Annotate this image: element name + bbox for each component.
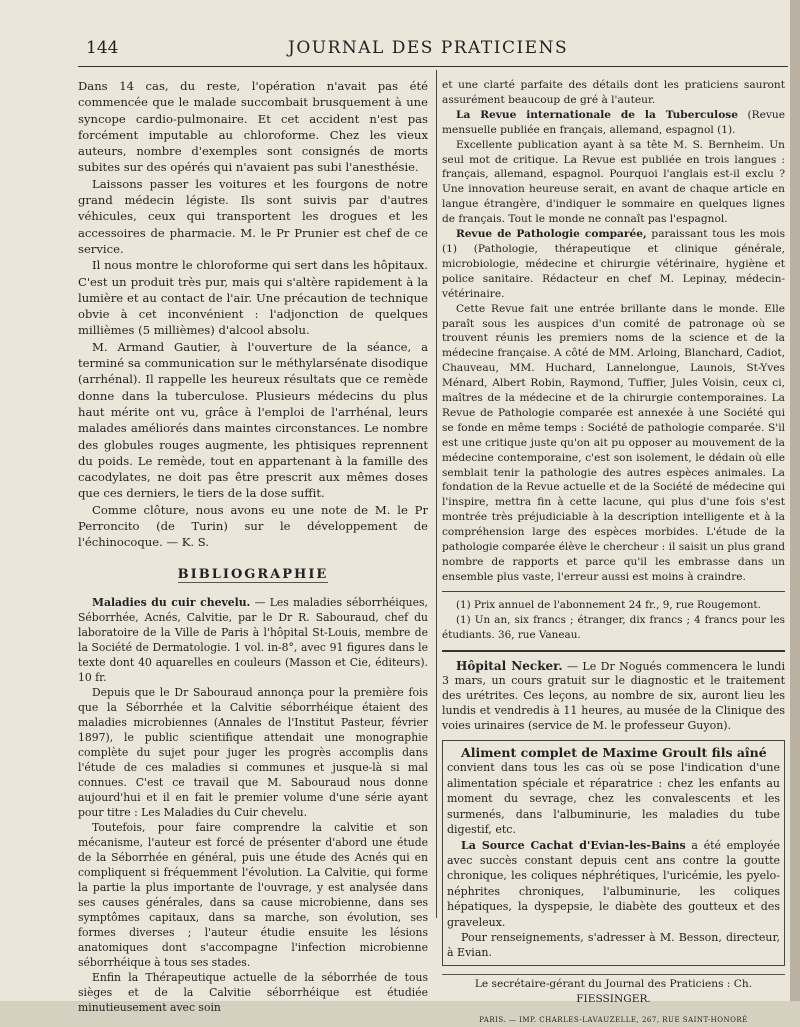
header-rule [78,66,788,67]
printer-imprint: PARIS. — IMP. CHARLES-LAVAUZELLE, 267, RUE SAINT-HONORÉ [479,1015,748,1024]
entry-title: Maladies du cuir chevelu. [92,595,251,609]
source-notice [447,838,780,930]
paragraph: M. Armand Gautier, à l'ouverture de la séance, a terminé sa communication sur le méthylarsénate disodique (arrhénal). Il rappelle les heureux résultats que ce remède donne dans la tuberculose. Plusieurs médecins du plus haut mérite ont vu, grâce à l'emploi de l'arrhénal, leurs malades améliorés dans maintes circonstances. Le nombre des globules rouges augmente, les phtisiques reprennent du poids. Le remède, tout en appartenant à la famille des cacodylates, ne doit pas être prescrit aux mêmes doses que ces derniers, le tiers de la dose suffit. [78,339,428,501]
footnote-rule [442,591,785,592]
ad-body: convient dans tous les cas où se pose l'indication d'une alimentation spéciale et réparatrice : chez les enfants au moment du sevrage, chez les convalescents et les surmenés, dans l'albuminurie, les maladies du tube digestif, etc. [447,761,780,837]
footnote: (1) Un an, six francs ; étranger, dix francs ; 4 francs pour les étudiants. 36, rue Vaneau. [442,613,785,641]
source-text: a été employée avec succès constant depuis cent ans contre la goutte chronique, les coliques néphrétiques, l'uricémie, les pyelo-néphrites chroniques, l'albuminurie, les coliques hépatiques, la dyspepsie, le diabète des goutteux et des graveleux. [447,838,780,929]
contact-line: Pour renseignements, s'adresser à M. Besson, directeur, à Evian. [447,930,780,960]
page-header [78,38,778,62]
page-number: 144 [86,38,119,58]
secretary-line: Le secrétaire-gérant du Journal des Praticiens : Ch. FIESSINGER. [442,974,785,1007]
ad-title: Aliment complet de Maxime Groult fils aîné [461,745,767,761]
entry-text: (Revue mensuelle publiée en français, allemand, espagnol (1). [442,108,785,136]
left-column [78,78,428,1015]
advertisement-box [442,740,785,966]
paragraph: Il nous montre le chloroforme qui sert dans les hôpitaux. C'est un produit très pur, mais qui s'altère rapidement à la lumière et au contact de l'air. Une précaution de technique obvie à cet inconvénient : l'adjonction de quelques millièmes (5 millièmes) d'alcool absolu. [78,258,428,338]
source-title: La Source Cachat d'Evian-les-Bains [461,838,686,852]
paragraph: et une clarté parfaite des détails dont les praticiens sauront assurément beaucoup de gré à l'auteur. [442,79,785,106]
paragraph: Cette Revue fait une entrée brillante dans le monde. Elle paraît sous les auspices d'un comité de patronage où se trouvent réunis les premiers noms de la science et de la médecine française. A côté de MM. Arloing, Blanchard, Cadiot, Chauveau, MM. Huchard, Lannelongue, Launois, St-Yves Ménard, Albert Robin, Raymond, Tuffier, Jules Voisin, ceux ci, maîtres de la médecine et de la chirurgie contemporaines. La Revue de Pathologie comparée est annexée à une Société qui se fonde en même temps : Société de pathologie comparée. S'il est une critique juste qu'on ait pu opposer au mouvement de la médecine contemporaine, c'est son isolement, le dédain où elle semblait tenir la pathologie des autres espèces animales. La fondation de la Revue actuelle et de la Société de médecine qui l'inspire, mettra fin à cette lacune, qui plus d'une fois s'est montrée très préjudiciable à la description intelligente et à la compréhension large des espèces morbides. L'étude de la pathologie comparée élève le chercheur : il saisit un plus grand nombre de rapports et parce qu'il les embrasse dans un ensemble plus vaste, l'erreur aussi est moins à craindre. [442,302,785,583]
revue-pathologie-entry [442,227,785,302]
bibliography-entry [78,595,428,685]
revue-tuberculose-entry [442,108,785,138]
hopital-title: Hôpital Necker. [456,658,563,673]
bibliographie-heading: BIBLIOGRAPHIE [177,566,329,582]
entry-text: paraissant tous les mois (1) (Pathologie, thérapeutique et clinique générale, microbiologie, médecine et chirurgie vétérinaire, hygiène et police sanitaire. Rédacteur en chef M. Lepinay, médecin-vétérinaire. [442,228,786,300]
paragraph: Comme clôture, nous avons eu une note de M. le Pr Perroncito (de Turin) sur le développement de l'échinocoque. — K. S. [78,502,428,550]
paragraph: Laissons passer les voitures et les fourgons de notre grand médecin légiste. Ils sont suivis par d'autres véhicules, ceux qui transportent les drogues et les accessoires de pharmacie. M. le Pr Prunier est chef de ce service. [78,176,428,256]
paragraph: Excellente publication ayant à sa tête M. S. Bernheim. Un seul mot de critique. La Revue est publiée en trois langues : français, allemand, espagnol. Pourquoi l'anglais est-il exclu ? Une innovation heureuse serait, en avant de chaque article en langue étrangère, d'indiquer le sommaire en quelques lignes de français. Tout le monde ne connaît pas l'espagnol. [442,138,785,226]
paragraph: Enfin la Thérapeutique actuelle de la séborrhée de tous sièges et de la Calvitie séborrhéique est étudiée minutieusement avec soin [78,970,428,1014]
section-rule [442,650,785,652]
entry-title: La Revue internationale de la Tuberculose [456,108,738,121]
hopital-text: — Le Dr Nogués commencera le lundi 3 mars, un cours gratuit sur le diagnostic et le traitement des urétrites. Ces leçons, au nombre de six, auront lieu les lundis et vendredis à 11 heures, au musée de la Clinique des voies urinaires (service de M. le professeur Guyon). [442,659,785,733]
footnote: (1) Prix annuel de l'abonnement 24 fr., 9, rue Rougemont. [456,598,761,611]
page-edge [790,0,800,1001]
paragraph: Depuis que le Dr Sabouraud annonça pour la première fois que la Séborrhée et la Calvitie séborrhéique étaient des maladies microbiennes (Annales de l'Institut Pasteur, février 1897), le public scientifique attendait une monographie complète du sujet pour juger les progrès accomplis dans l'étude de ces maladies si communes et jusque-là si mal connues. C'est ce travail que M. Sabouraud nous donne aujourd'hui et il en fait le premier volume d'une série ayant pour titre : Les Maladies du Cuir chevelu. [78,685,428,819]
column-divider [436,70,437,918]
paragraph: Dans 14 cas, du reste, l'opération n'avait pas été commencée que le malade succombait brusquement à une syncope cardio-pulmonaire. Et cet accident n'est pas forcément imputable au chloroforme. Chez les vieux auteurs, nombre d'exemples sont consignés de morts subites sur des opérés qui n'avaient pas subi l'anesthésie. [78,79,428,175]
paragraph: Toutefois, pour faire comprendre la calvitie et son mécanisme, l'auteur est forcé de présenter d'abord une étude de la Séborrhée en général, puis une étude des Acnés qui en compliquent si fréquemment l'évolution. La Calvitie, qui forme la partie la plus importante de l'ouvrage, y est analysée dans ses causes générales, dans sa cause microbienne, dans ses symptômes capitaux, dans sa marche, son évolution, ses formes diverses ; l'auteur étudie ensuite les lésions anatomiques dont s'accompagne l'infection microbienne séborrhéique à tous ses stades. [78,820,428,969]
entry-intro: — Les maladies séborrhéiques, Séborrhée, Acnés, Calvitie, par le Dr R. Sabouraud, chef du laboratoire de la Ville de Paris à l'hôpital St-Louis, membre de la Société de Dermatologie. 1 vol. in-8°, avec 91 figures dans le texte dont 40 aquarelles en couleurs (Masson et Cie, éditeurs). 10 fr. [78,595,428,684]
hopital-notice [442,659,785,735]
entry-title: Revue de Pathologie comparée, [456,228,647,241]
journal-title: JOURNAL DES PRATICIENS [288,38,569,58]
right-column [442,78,785,1027]
